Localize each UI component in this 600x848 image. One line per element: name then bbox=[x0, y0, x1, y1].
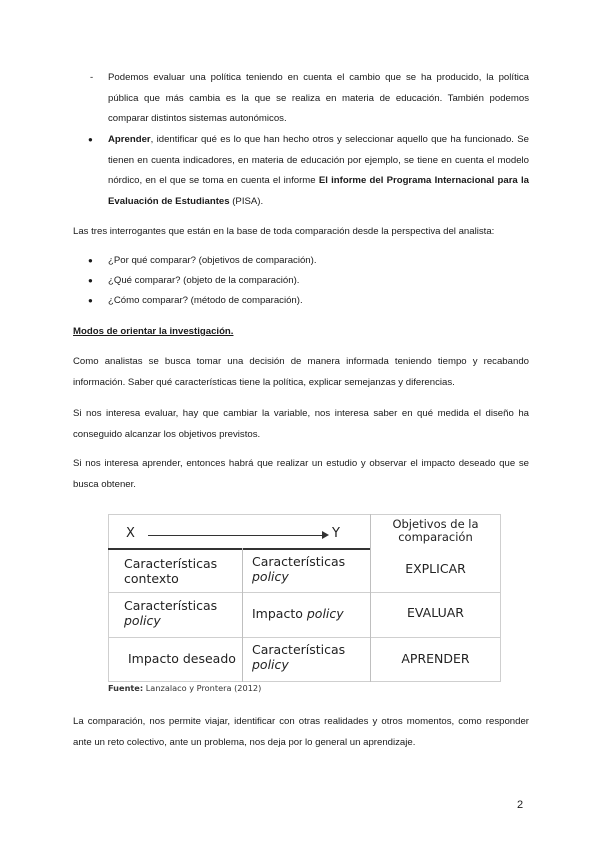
bullet-dot-icon: ● bbox=[88, 135, 93, 144]
cell-x-text: Características bbox=[124, 598, 218, 613]
bullet-aprender-lead: Aprender bbox=[108, 134, 151, 145]
bullet-evaluar-text: Podemos evaluar una política teniendo en cuenta el cambio que se ha producido, la política pública que más cambia es la que se realiza en materia de educación. También podemos comparar distintos sistemas autonómicos. bbox=[108, 72, 529, 124]
dash-marker: - bbox=[90, 72, 94, 83]
question-item: ¿Por qué comparar? (objetivos de comparación). bbox=[108, 255, 317, 266]
col-divider bbox=[242, 548, 243, 682]
cell-y-italic: policy bbox=[252, 657, 289, 672]
paragraph: Como analistas se busca tomar una decisión de manera informada teniendo tiempo y recabando información. Saber qué características tiene la política, explicar semejanzas y diferencias. bbox=[73, 356, 529, 388]
cell-y-text: Impacto bbox=[252, 606, 303, 621]
bullet-dot-icon: ● bbox=[88, 296, 93, 305]
header-divider bbox=[108, 548, 370, 550]
cell-goal: EXPLICAR bbox=[405, 561, 466, 576]
bullet-aprender bbox=[108, 130, 529, 212]
figure-header-objectives: Objetivos de la comparación bbox=[392, 517, 479, 544]
cell-x-text: Impacto deseado bbox=[128, 651, 236, 666]
cell-y-text: Características bbox=[252, 642, 346, 657]
cell-y-italic: policy bbox=[306, 606, 344, 621]
paragraph: Si nos interesa evaluar, hay que cambiar la variable, nos interesa saber en qué medida el diseño ha conseguido alcanzar los objetivos previstos. bbox=[73, 408, 529, 440]
bullet-aprender-text: , identificar qué es lo que han hecho otros y seleccionar aquello que ha funcionado. Se tienen en cuenta indicadores, en materia de educación por ejemplo, se tiene en cuenta el modelo nórdico, en el que se toma en cuenta el informe bbox=[108, 134, 529, 186]
cell-y bbox=[252, 642, 367, 672]
arrow-right-icon bbox=[322, 531, 329, 539]
caption-text: Lanzalaco y Prontera (2012) bbox=[145, 683, 262, 693]
page-number: 2 bbox=[517, 799, 524, 811]
bullet-dot-icon: ● bbox=[88, 276, 93, 285]
cell-y bbox=[252, 554, 367, 584]
bullet-aprender-bold: El informe del Programa Internacional para la Evaluación de Estudiantes bbox=[108, 175, 529, 207]
cell-y-text: Características bbox=[252, 554, 346, 569]
figure-caption bbox=[108, 683, 261, 694]
row-divider bbox=[108, 592, 501, 593]
cell-x bbox=[128, 651, 238, 666]
bullet-dot-icon: ● bbox=[88, 256, 93, 265]
figure-header-y: Y bbox=[332, 526, 340, 541]
cell-x bbox=[124, 598, 234, 628]
cell-y bbox=[252, 606, 367, 621]
bullet-evaluar bbox=[108, 68, 529, 130]
closing-paragraph: La comparación, nos permite viajar, identificar con otras realidades y otros momentos, como responder ante un reto colectivo, ante un problema, nos deja por lo general un aprendizaje. bbox=[73, 716, 529, 748]
cell-goal: APRENDER bbox=[401, 651, 470, 666]
arrow-line bbox=[148, 535, 324, 536]
paragraph: Si nos interesa aprender, entonces habrá que realizar un estudio y observar el impacto deseado que se busca obtener. bbox=[73, 458, 529, 490]
row-divider bbox=[108, 637, 501, 638]
cell-y-italic: policy bbox=[252, 569, 289, 584]
cell-x bbox=[124, 556, 234, 586]
questions-intro: Las tres interrogantes que están en la base de toda comparación desde la perspectiva del analista: bbox=[73, 226, 495, 237]
bullet-aprender-tail: (PISA). bbox=[229, 195, 264, 207]
question-item: ¿Qué comparar? (objeto de la comparación). bbox=[108, 275, 300, 286]
cell-x-text: Características contexto bbox=[124, 556, 218, 586]
cell-x-italic: policy bbox=[124, 613, 161, 628]
question-item: ¿Cómo comparar? (método de comparación). bbox=[108, 295, 303, 306]
figure-header-x: X bbox=[126, 526, 135, 541]
section-heading: Modos de orientar la investigación. bbox=[73, 326, 234, 337]
comparison-figure bbox=[108, 514, 501, 682]
caption-label: Fuente: bbox=[108, 683, 144, 693]
cell-goal: EVALUAR bbox=[407, 605, 464, 620]
